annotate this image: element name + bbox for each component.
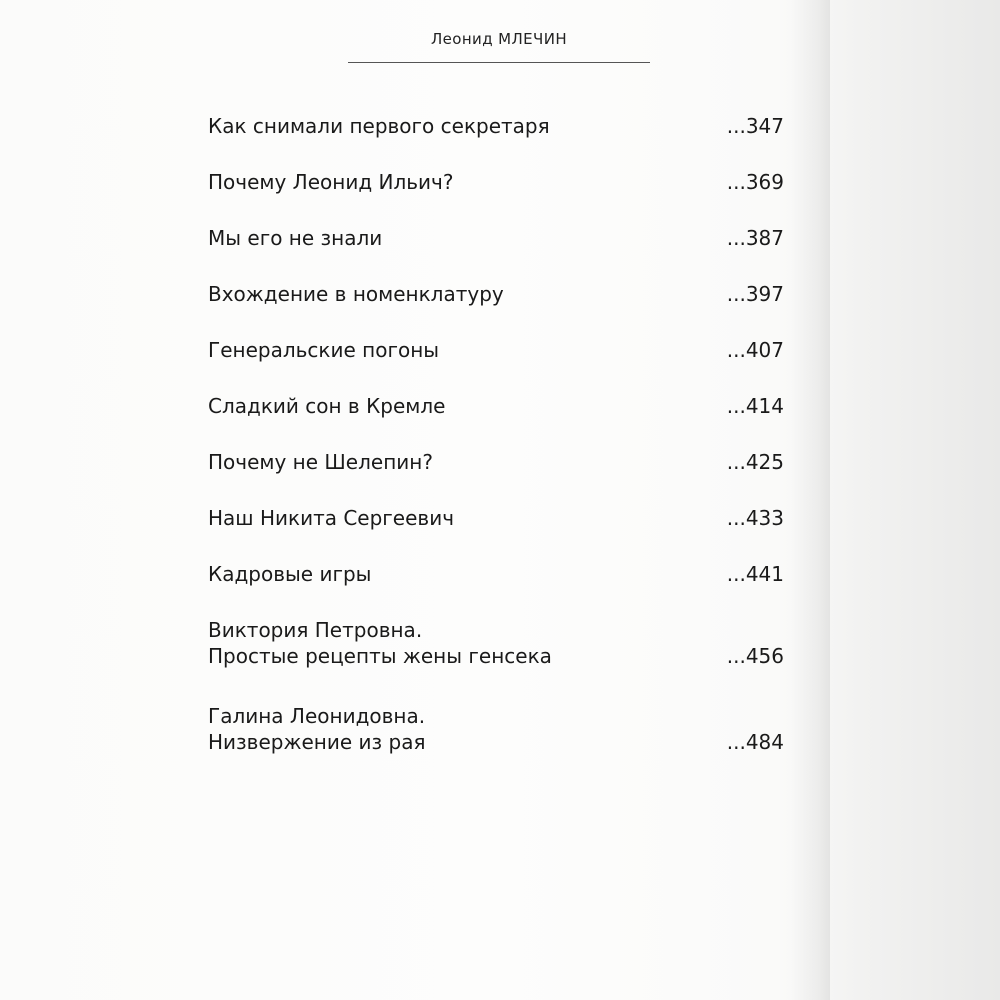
- toc-entry-page: ...441: [726, 562, 784, 586]
- toc-entry-page: ...387: [726, 226, 784, 250]
- toc-entry-line: [208, 643, 788, 669]
- toc-entry-title: Мы его не знали: [208, 226, 383, 250]
- toc-entry-title: Кадровые игры: [208, 562, 372, 586]
- toc-entry-title: Почему не Шелепин?: [208, 450, 433, 474]
- toc-entry-line: [208, 337, 788, 363]
- toc-entry-title: Вхождение в номенклатуру: [208, 282, 504, 306]
- toc-entry-line: [208, 113, 788, 139]
- toc-entry: [208, 169, 788, 195]
- toc-entry-line: [208, 561, 788, 587]
- toc-entry-line: [208, 393, 788, 419]
- toc-entry: [208, 561, 788, 587]
- toc-entry-page: ...414: [726, 394, 784, 418]
- toc-entry: [208, 281, 788, 307]
- toc-entry-title: Генеральские погоны: [208, 338, 440, 362]
- toc-entry-line: [208, 281, 788, 307]
- toc-entry-page: ...433: [726, 506, 784, 530]
- toc-entry-title: Как снимали первого секретаря: [208, 114, 550, 138]
- toc-entry: [208, 449, 788, 475]
- toc-entry: [208, 703, 788, 755]
- toc-entry: [208, 617, 788, 669]
- toc-entry-line: [208, 449, 788, 475]
- toc-entry-title: Сладкий сон в Кремле: [208, 394, 446, 418]
- toc-entry-title: Виктория Петровна.: [208, 618, 423, 642]
- toc-entry-page: ...369: [726, 170, 784, 194]
- toc-entry-page: ...425: [726, 450, 784, 474]
- toc-entry-page: ...456: [726, 644, 784, 668]
- toc-entry-page: ...347: [726, 114, 784, 138]
- toc-entry: [208, 337, 788, 363]
- toc-entry: [208, 505, 788, 531]
- toc-entry-page: ...397: [726, 282, 784, 306]
- toc-entry-title-continued: Простые рецепты жены генсека: [208, 644, 552, 668]
- toc-entry: [208, 225, 788, 251]
- toc-entry-line: [208, 729, 788, 755]
- toc-entry-title-continued: Низвержение из рая: [208, 730, 426, 754]
- toc-entry-line: [208, 225, 788, 251]
- toc-entry-page: ...407: [726, 338, 784, 362]
- toc-entry-title: Почему Леонид Ильич?: [208, 170, 454, 194]
- toc-entry-page: ...484: [726, 730, 784, 754]
- toc-entry-title: Галина Леонидовна.: [208, 704, 426, 728]
- toc-entry: [208, 113, 788, 139]
- toc-entry-line: [208, 505, 788, 531]
- running-header: Леонид МЛЕЧИН: [430, 30, 568, 48]
- toc-entry: [208, 393, 788, 419]
- toc-entry-line: [208, 169, 788, 195]
- toc-entry-title: Наш Никита Сергеевич: [208, 506, 455, 530]
